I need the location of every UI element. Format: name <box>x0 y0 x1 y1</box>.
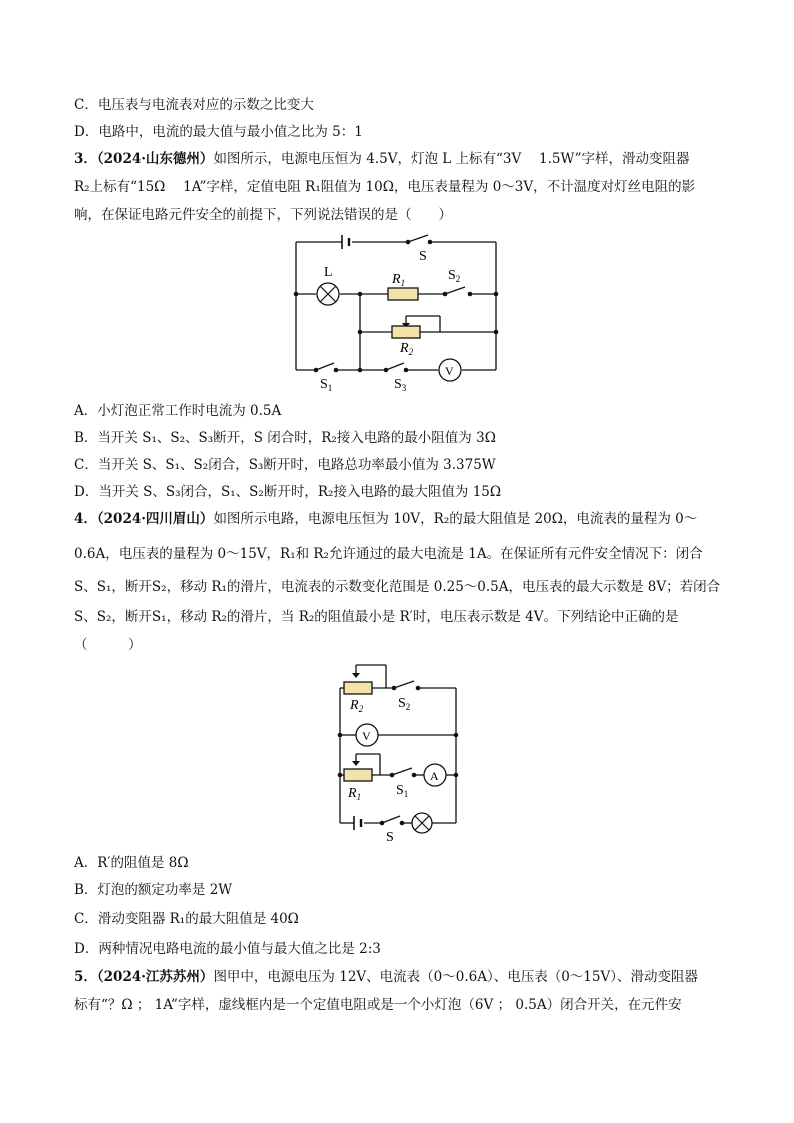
q4-option-c: C．滑动变阻器 R₁的最大阻值是 40Ω <box>74 911 299 927</box>
q3-number: 3． <box>74 151 97 167</box>
q3-option-b: B．当开关 S₁、S₂、S₃断开，S 闭合时，R₂接入电路的最小阻值为 3Ω <box>74 430 496 446</box>
q4-text1: 如图所示电路，电源电压恒为 10V，R₂的最大阻值是 20Ω，电流表的量程为 0～ <box>213 511 698 527</box>
q4-label-s: S <box>386 830 394 845</box>
prev-option-c: C．电压表与电流表对应的示数之比变大 <box>74 97 314 113</box>
q4-stem-line1 <box>74 510 724 528</box>
q4-option-d: D．两种情况电路电流的最小值与最大值之比是 2:3 <box>74 941 381 957</box>
q3-text1: 如图所示，电源电压恒为 4.5V，灯泡 L 上标有“3V 1.5W”字样，滑动变阻器 <box>213 151 690 167</box>
q3-label-s2: $S_2$ <box>448 268 461 284</box>
q3-label-l: L <box>324 265 333 280</box>
q4-option-a: A．R′的阻值是 8Ω <box>74 855 189 871</box>
q5-stem-line2: 标有“？Ω ； 1A”字样，虚线框内是一个定值电阻或是一个小灯泡（6V ； 0.5A）闭合开关，在元件安 <box>74 997 682 1013</box>
q3-source: （2024·山东德州） <box>96 151 214 167</box>
q4-label-s1: $S_1$ <box>396 783 409 799</box>
q4-stem-line2: 0.6A，电压表的量程为 0～15V，R₁和 R₂允许通过的最大电流是 1A。在保证所有元件安全情况下：闭合 <box>74 546 703 562</box>
q3-circuit-diagram <box>280 232 510 392</box>
q3-label-r1: $R_1$ <box>392 272 406 288</box>
q4-rheostat-r1 <box>344 769 372 781</box>
q4-stem-line4: S、S₂，断开S₁，移动 R₂的滑片，当 R₂的阻值最小是 R′时，电压表示数是 4V。下列结论中正确的是 <box>74 609 679 625</box>
q4-lamp-icon <box>412 813 432 833</box>
q5-stem-line1 <box>74 968 724 986</box>
q3-stem-line1 <box>74 150 724 168</box>
q4-source: （2024·四川眉山） <box>96 511 214 527</box>
q4-stem-line5: （ ） <box>74 637 142 653</box>
q3-label-v: V <box>445 364 454 378</box>
q4-number: 4． <box>74 511 97 527</box>
q5-number: 5． <box>74 969 97 985</box>
q3-label-s: S <box>419 249 427 264</box>
q3-label-r2: $R_2$ <box>400 341 414 357</box>
q4-rheostat-r2 <box>344 682 372 694</box>
q3-option-d: D．当开关 S、S₃闭合，S₁、S₂断开时，R₂接入电路的最大阻值为 15Ω <box>74 484 502 500</box>
q4-label-s2: $S_2$ <box>398 696 411 712</box>
q3-option-a: A．小灯泡正常工作时电流为 0.5A <box>74 403 282 419</box>
q3-stem-line2: R₂上标有“15Ω 1A”字样，定值电阻 R₁阻值为 10Ω，电压表量程为 0～3V，不计温度对灯丝电阻的影 <box>74 179 696 195</box>
prev-option-d: D．电路中，电流的最大值与最小值之比为 5：1 <box>74 124 363 140</box>
q3-label-s1: $S_1$ <box>320 377 333 392</box>
q4-option-b: B．灯泡的额定功率是 2W <box>74 882 233 898</box>
q4-label-a: A <box>430 769 439 783</box>
q3-resistor-r1 <box>388 288 418 300</box>
q4-circuit-diagram <box>328 660 468 845</box>
q3-stem-line3: 响，在保证电路元件安全的前提下，下列说法错误的是（ ） <box>74 207 452 223</box>
q3-label-s3: $S_3$ <box>394 377 407 392</box>
q3-option-c: C．当开关 S、S₁、S₂闭合，S₃断开时，电路总功率最小值为 3.375W <box>74 457 496 473</box>
q4-stem-line3: S、S₁，断开S₂，移动 R₁的滑片，电流表的示数变化范围是 0.25～0.5A，电压表的最大示数是 8V；若闭合 <box>74 579 721 595</box>
q3-lamp-icon <box>317 283 339 305</box>
q5-text1: 图甲中，电源电压为 12V、电流表（0～0.6A）、电压表（0～15V）、滑动变阻器 <box>213 969 698 985</box>
q4-label-v: V <box>362 729 371 743</box>
q4-label-r1: $R_1$ <box>348 786 362 802</box>
q3-rheostat-r2 <box>392 326 420 338</box>
q5-source: （2024·江苏苏州） <box>96 969 214 985</box>
q4-label-r2: $R_2$ <box>350 698 364 714</box>
